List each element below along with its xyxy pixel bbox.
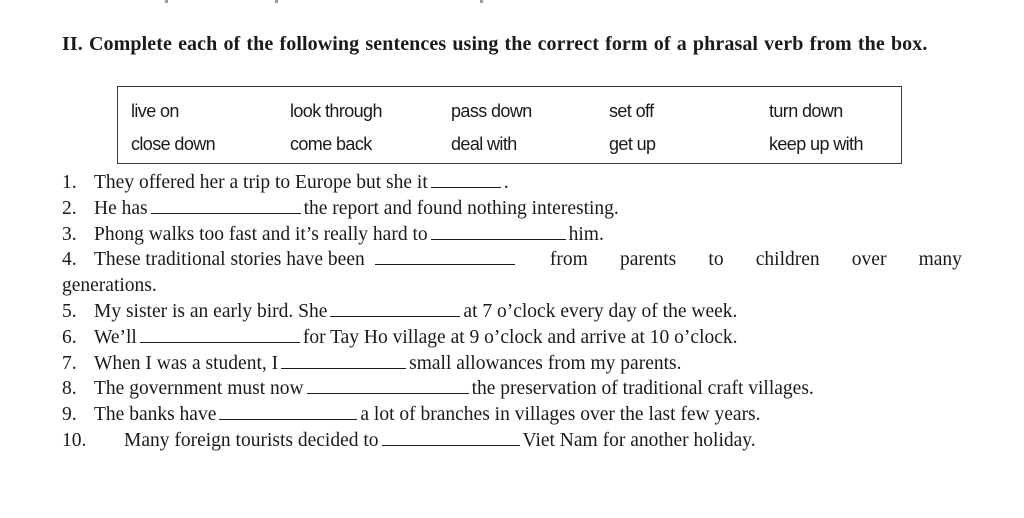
question-number: 4. bbox=[62, 249, 77, 271]
question-text: Phong walks too fast and it’s really hard to bbox=[94, 223, 428, 245]
question-text: generations. bbox=[62, 275, 157, 297]
question-text: We’ll bbox=[94, 326, 137, 348]
question-word: parents bbox=[619, 249, 677, 271]
question-text: . bbox=[503, 172, 509, 193]
question-number: 7. bbox=[62, 352, 77, 374]
phrasal-verb: get up bbox=[609, 134, 656, 154]
question-item bbox=[62, 325, 962, 351]
word-box-row bbox=[118, 97, 901, 125]
fragment-mark bbox=[165, 0, 168, 3]
question-item bbox=[62, 299, 962, 325]
phrasal-verb: live on bbox=[131, 101, 179, 121]
question-text: My sister is an early bird. She bbox=[94, 300, 328, 322]
phrasal-verb: look through bbox=[290, 101, 382, 121]
phrasal-verb: pass down bbox=[451, 101, 532, 121]
question-text: They offered her a trip to Europe but she it bbox=[94, 172, 428, 193]
question-text: He has bbox=[94, 197, 148, 219]
phrasal-verb: keep up with bbox=[769, 134, 863, 154]
answer-blank[interactable] bbox=[330, 299, 460, 317]
question-text: The government must now bbox=[94, 378, 304, 400]
question-number: 2. bbox=[62, 197, 77, 219]
question-item bbox=[62, 351, 962, 377]
question-number: 9. bbox=[62, 404, 77, 426]
question-list bbox=[62, 170, 962, 454]
cropped-previous-page-fragment bbox=[0, 0, 1024, 8]
answer-blank[interactable] bbox=[140, 325, 300, 343]
question-text: the preservation of traditional craft villages. bbox=[471, 378, 814, 400]
fragment-mark bbox=[480, 0, 483, 3]
fragment-mark bbox=[275, 0, 278, 3]
phrasal-verb: close down bbox=[131, 134, 216, 154]
question-number: 1. bbox=[62, 172, 77, 193]
answer-blank[interactable] bbox=[375, 247, 515, 265]
question-text: When I was a student, I bbox=[94, 352, 279, 374]
answer-blank[interactable] bbox=[151, 196, 301, 214]
question-number: 3. bbox=[62, 223, 77, 245]
answer-blank[interactable] bbox=[307, 376, 469, 394]
question-word: to bbox=[708, 249, 724, 271]
question-continuation bbox=[62, 273, 962, 299]
word-box-row bbox=[118, 130, 901, 158]
phrasal-verb: come back bbox=[290, 134, 372, 154]
question-text: for Tay Ho village at 9 o’clock and arrive at 10 o’clock. bbox=[302, 326, 738, 348]
question-text: the report and found nothing interesting. bbox=[303, 197, 619, 219]
answer-blank[interactable] bbox=[382, 428, 520, 446]
phrasal-verb-box bbox=[117, 86, 902, 164]
answer-blank[interactable] bbox=[431, 222, 566, 240]
question-number: 5. bbox=[62, 300, 77, 322]
question-word: from bbox=[549, 249, 588, 271]
question-item bbox=[62, 376, 962, 402]
exercise-heading: II. Complete each of the following sentences using the correct form of a phrasal verb from the box. bbox=[62, 33, 928, 55]
question-text: Many foreign tourists decided to bbox=[124, 429, 379, 451]
question-word: children bbox=[755, 249, 820, 271]
question-number: 8. bbox=[62, 378, 77, 400]
question-item bbox=[62, 402, 962, 428]
answer-blank[interactable] bbox=[281, 351, 406, 369]
question-text: These traditional stories have been bbox=[94, 249, 365, 271]
answer-blank[interactable] bbox=[431, 170, 501, 188]
phrasal-verb: turn down bbox=[769, 101, 843, 121]
question-word: many bbox=[918, 249, 962, 271]
question-text: a lot of branches in villages over the last few years. bbox=[360, 404, 761, 426]
question-word: over bbox=[851, 249, 887, 271]
question-text: The banks have bbox=[94, 404, 217, 426]
question-number: 6. bbox=[62, 326, 77, 348]
question-item bbox=[62, 428, 962, 454]
phrasal-verb: set off bbox=[609, 101, 654, 121]
question-item bbox=[62, 222, 962, 248]
question-text: small allowances from my parents. bbox=[409, 352, 682, 374]
question-text: Viet Nam for another holiday. bbox=[522, 429, 756, 451]
question-number: 10. bbox=[62, 429, 87, 451]
question-item bbox=[62, 196, 962, 222]
answer-blank[interactable] bbox=[219, 402, 357, 420]
question-lead bbox=[62, 247, 518, 273]
question-item bbox=[62, 170, 962, 196]
question-text: at 7 o’clock every day of the week. bbox=[463, 300, 738, 322]
question-text: him. bbox=[568, 223, 604, 245]
phrasal-verb: deal with bbox=[451, 134, 517, 154]
question-item bbox=[62, 247, 962, 273]
